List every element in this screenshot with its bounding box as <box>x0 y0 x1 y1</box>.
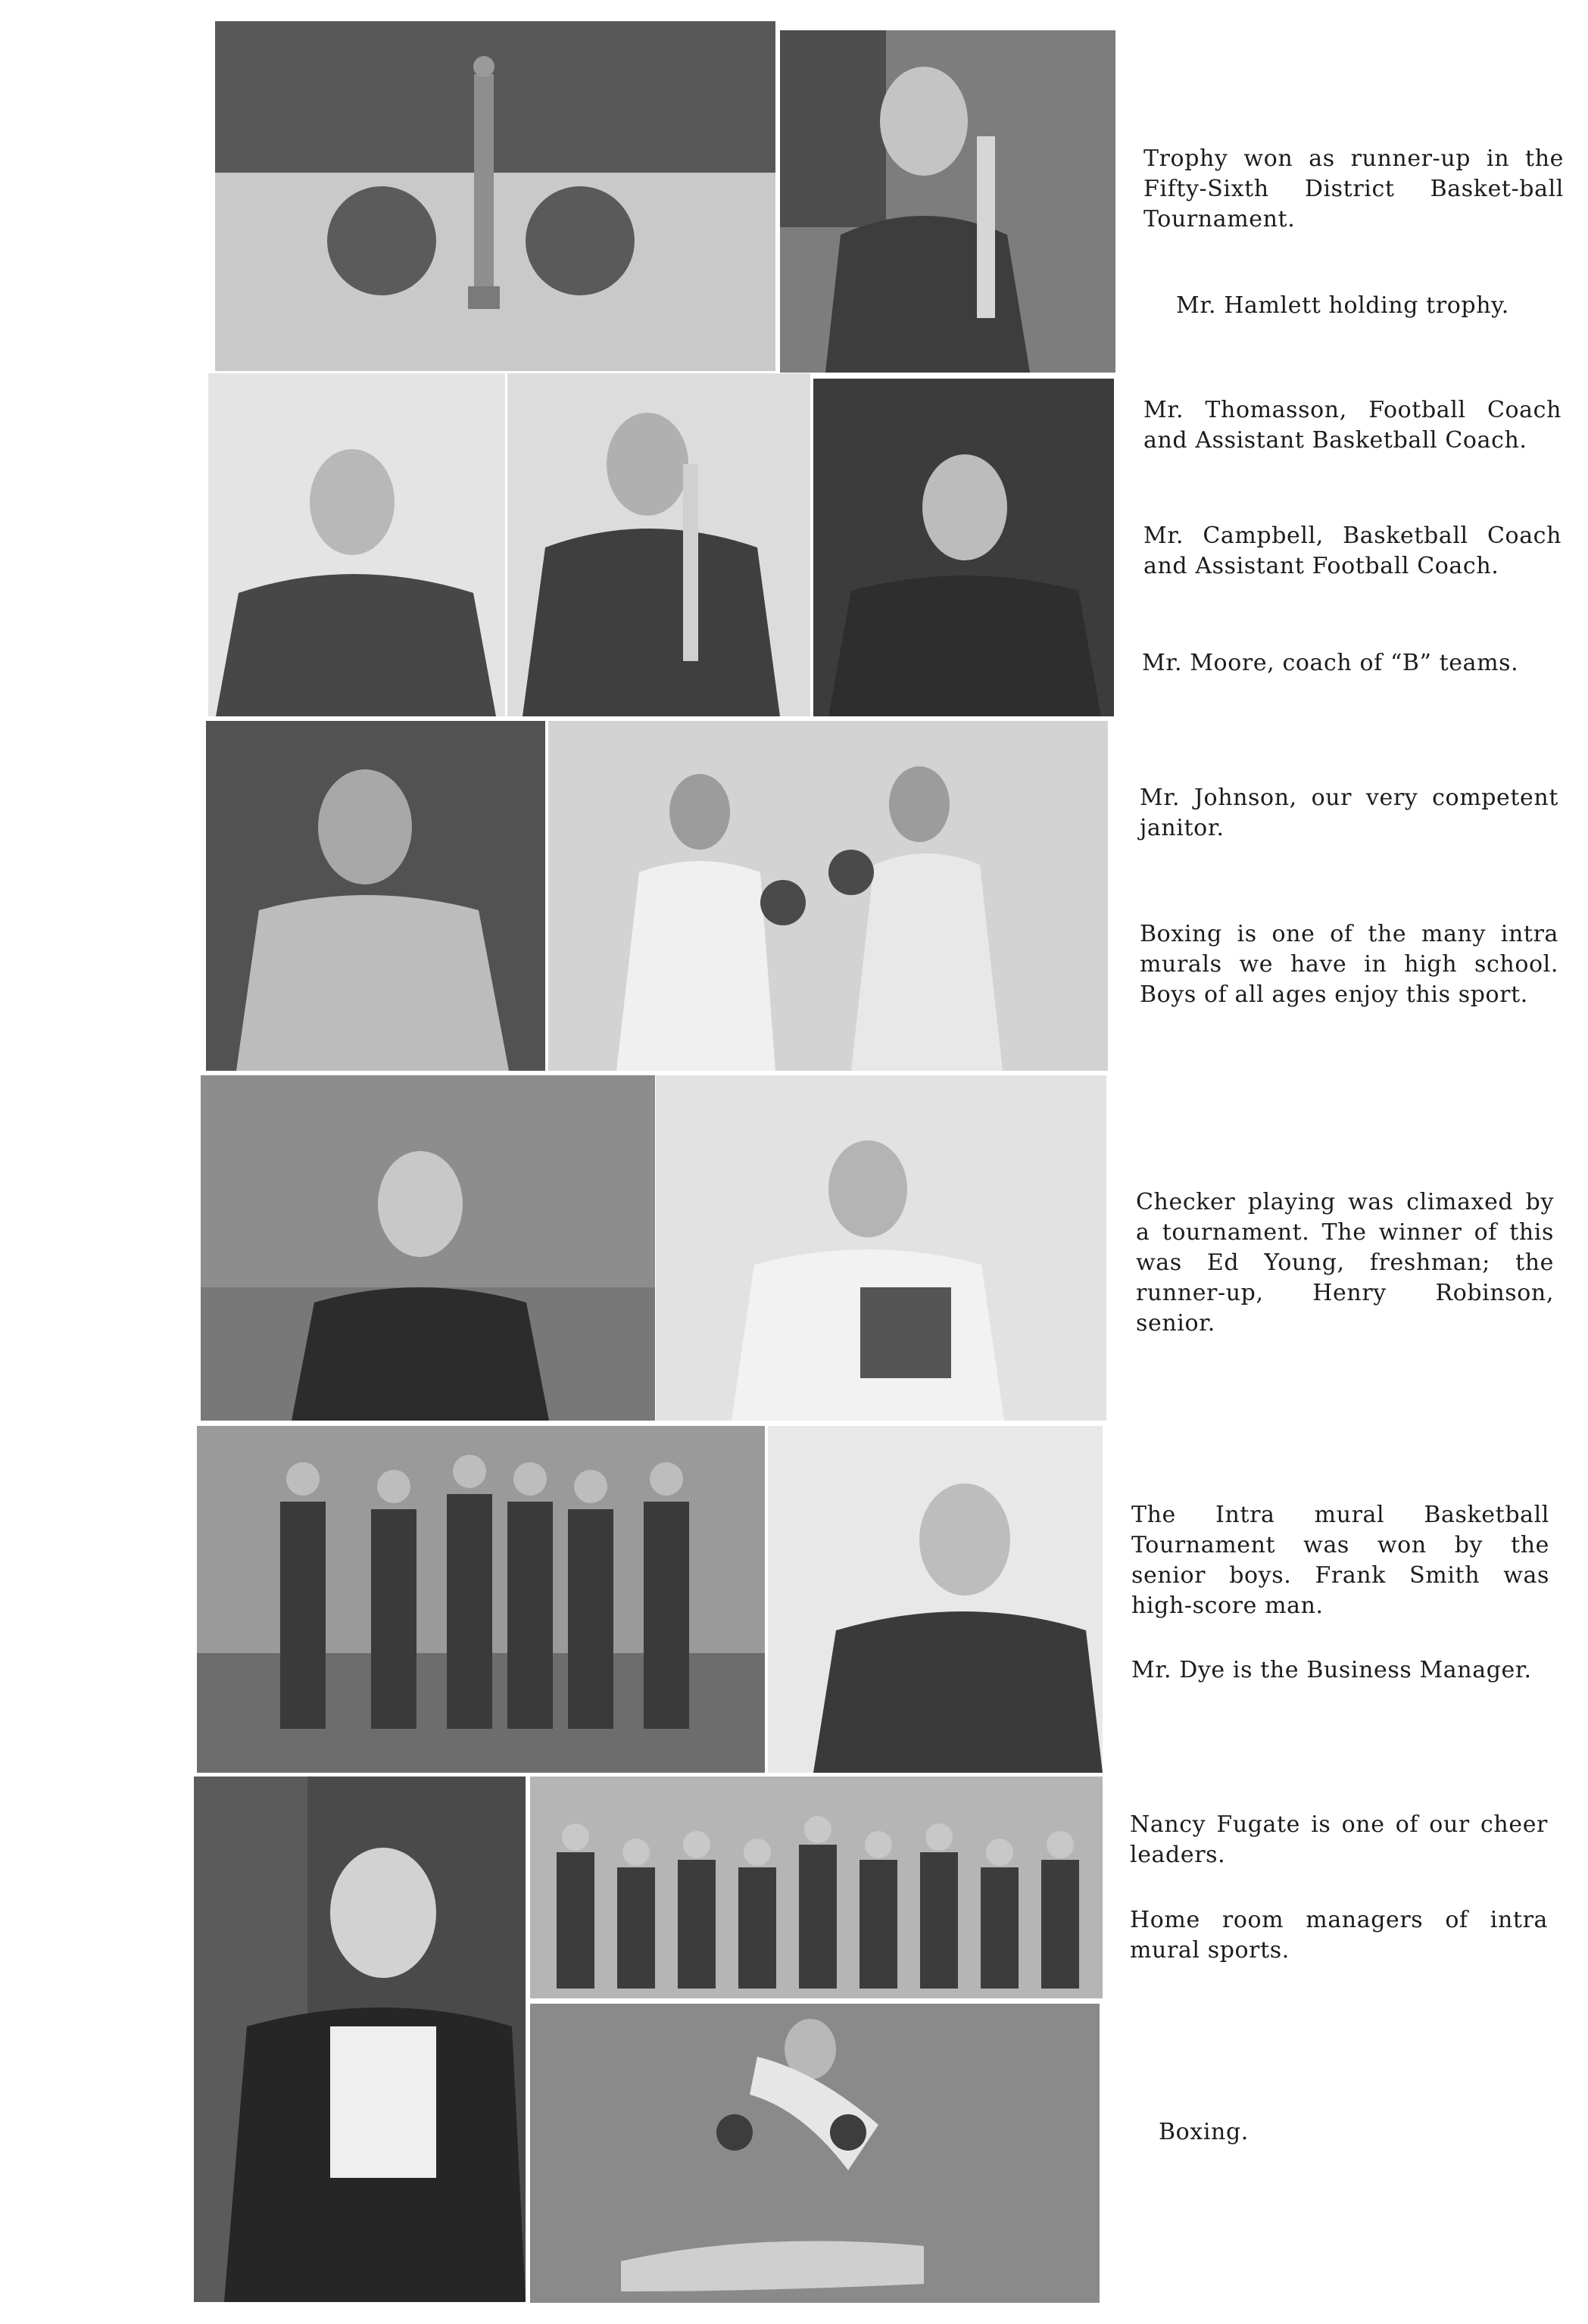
photo-trophy-basketballs <box>215 21 775 371</box>
caption-boxing-intramural: Boxing is one of the many intra murals we have in high school. Boys of all ages enjoy this sport. <box>1140 921 1558 1008</box>
caption-fugate: Nancy Fugate is one of our cheer leaders. <box>1130 1811 1548 1868</box>
caption-johnson: Mr. Johnson, our very competent janitor. <box>1140 785 1558 841</box>
photo-nancy-fugate <box>194 1777 526 2302</box>
caption-hamlett: Mr. Hamlett holding trophy. <box>1176 292 1509 319</box>
photo-ed-young <box>201 1075 655 1421</box>
photo-boxing-pair <box>548 721 1108 1071</box>
photo-mr-hamlett <box>780 30 1115 373</box>
photo-mr-thomasson <box>208 373 505 716</box>
photo-boxing-ground <box>530 2004 1100 2303</box>
photo-home-room-managers <box>530 1777 1103 1998</box>
photo-mr-campbell <box>507 373 810 716</box>
caption-checker: Checker playing was climaxed by a tournament. The winner of this was Ed Young, freshman; the runner-up, Henry Robinson, senior. <box>1136 1189 1554 1337</box>
caption-boxing: Boxing. <box>1159 2119 1249 2145</box>
caption-campbell: Mr. Campbell, Basketball Coach and Assistant Football Coach. <box>1143 523 1561 579</box>
photo-henry-robinson <box>656 1075 1106 1421</box>
caption-thomasson: Mr. Thomasson, Football Coach and Assistant Basketball Coach. <box>1143 397 1561 454</box>
photo-mr-johnson <box>206 721 545 1071</box>
photo-senior-boys-team <box>197 1426 765 1773</box>
caption-moore: Mr. Moore, coach of “B” teams. <box>1142 650 1519 676</box>
caption-intramural-basketball: The Intra mural Basketball Tournament was won by the senior boys. Frank Smith was high-score man. <box>1131 1502 1549 1619</box>
photo-mr-moore <box>813 379 1114 716</box>
caption-dye: Mr. Dye is the Business Manager. <box>1131 1657 1532 1683</box>
caption-trophy: Trophy won as runner-up in the Fifty-Sixth District Basket-ball Tournament. <box>1143 145 1564 232</box>
caption-home-room: Home room managers of intra mural sports. <box>1130 1907 1548 1964</box>
photo-mr-dye <box>768 1426 1103 1773</box>
